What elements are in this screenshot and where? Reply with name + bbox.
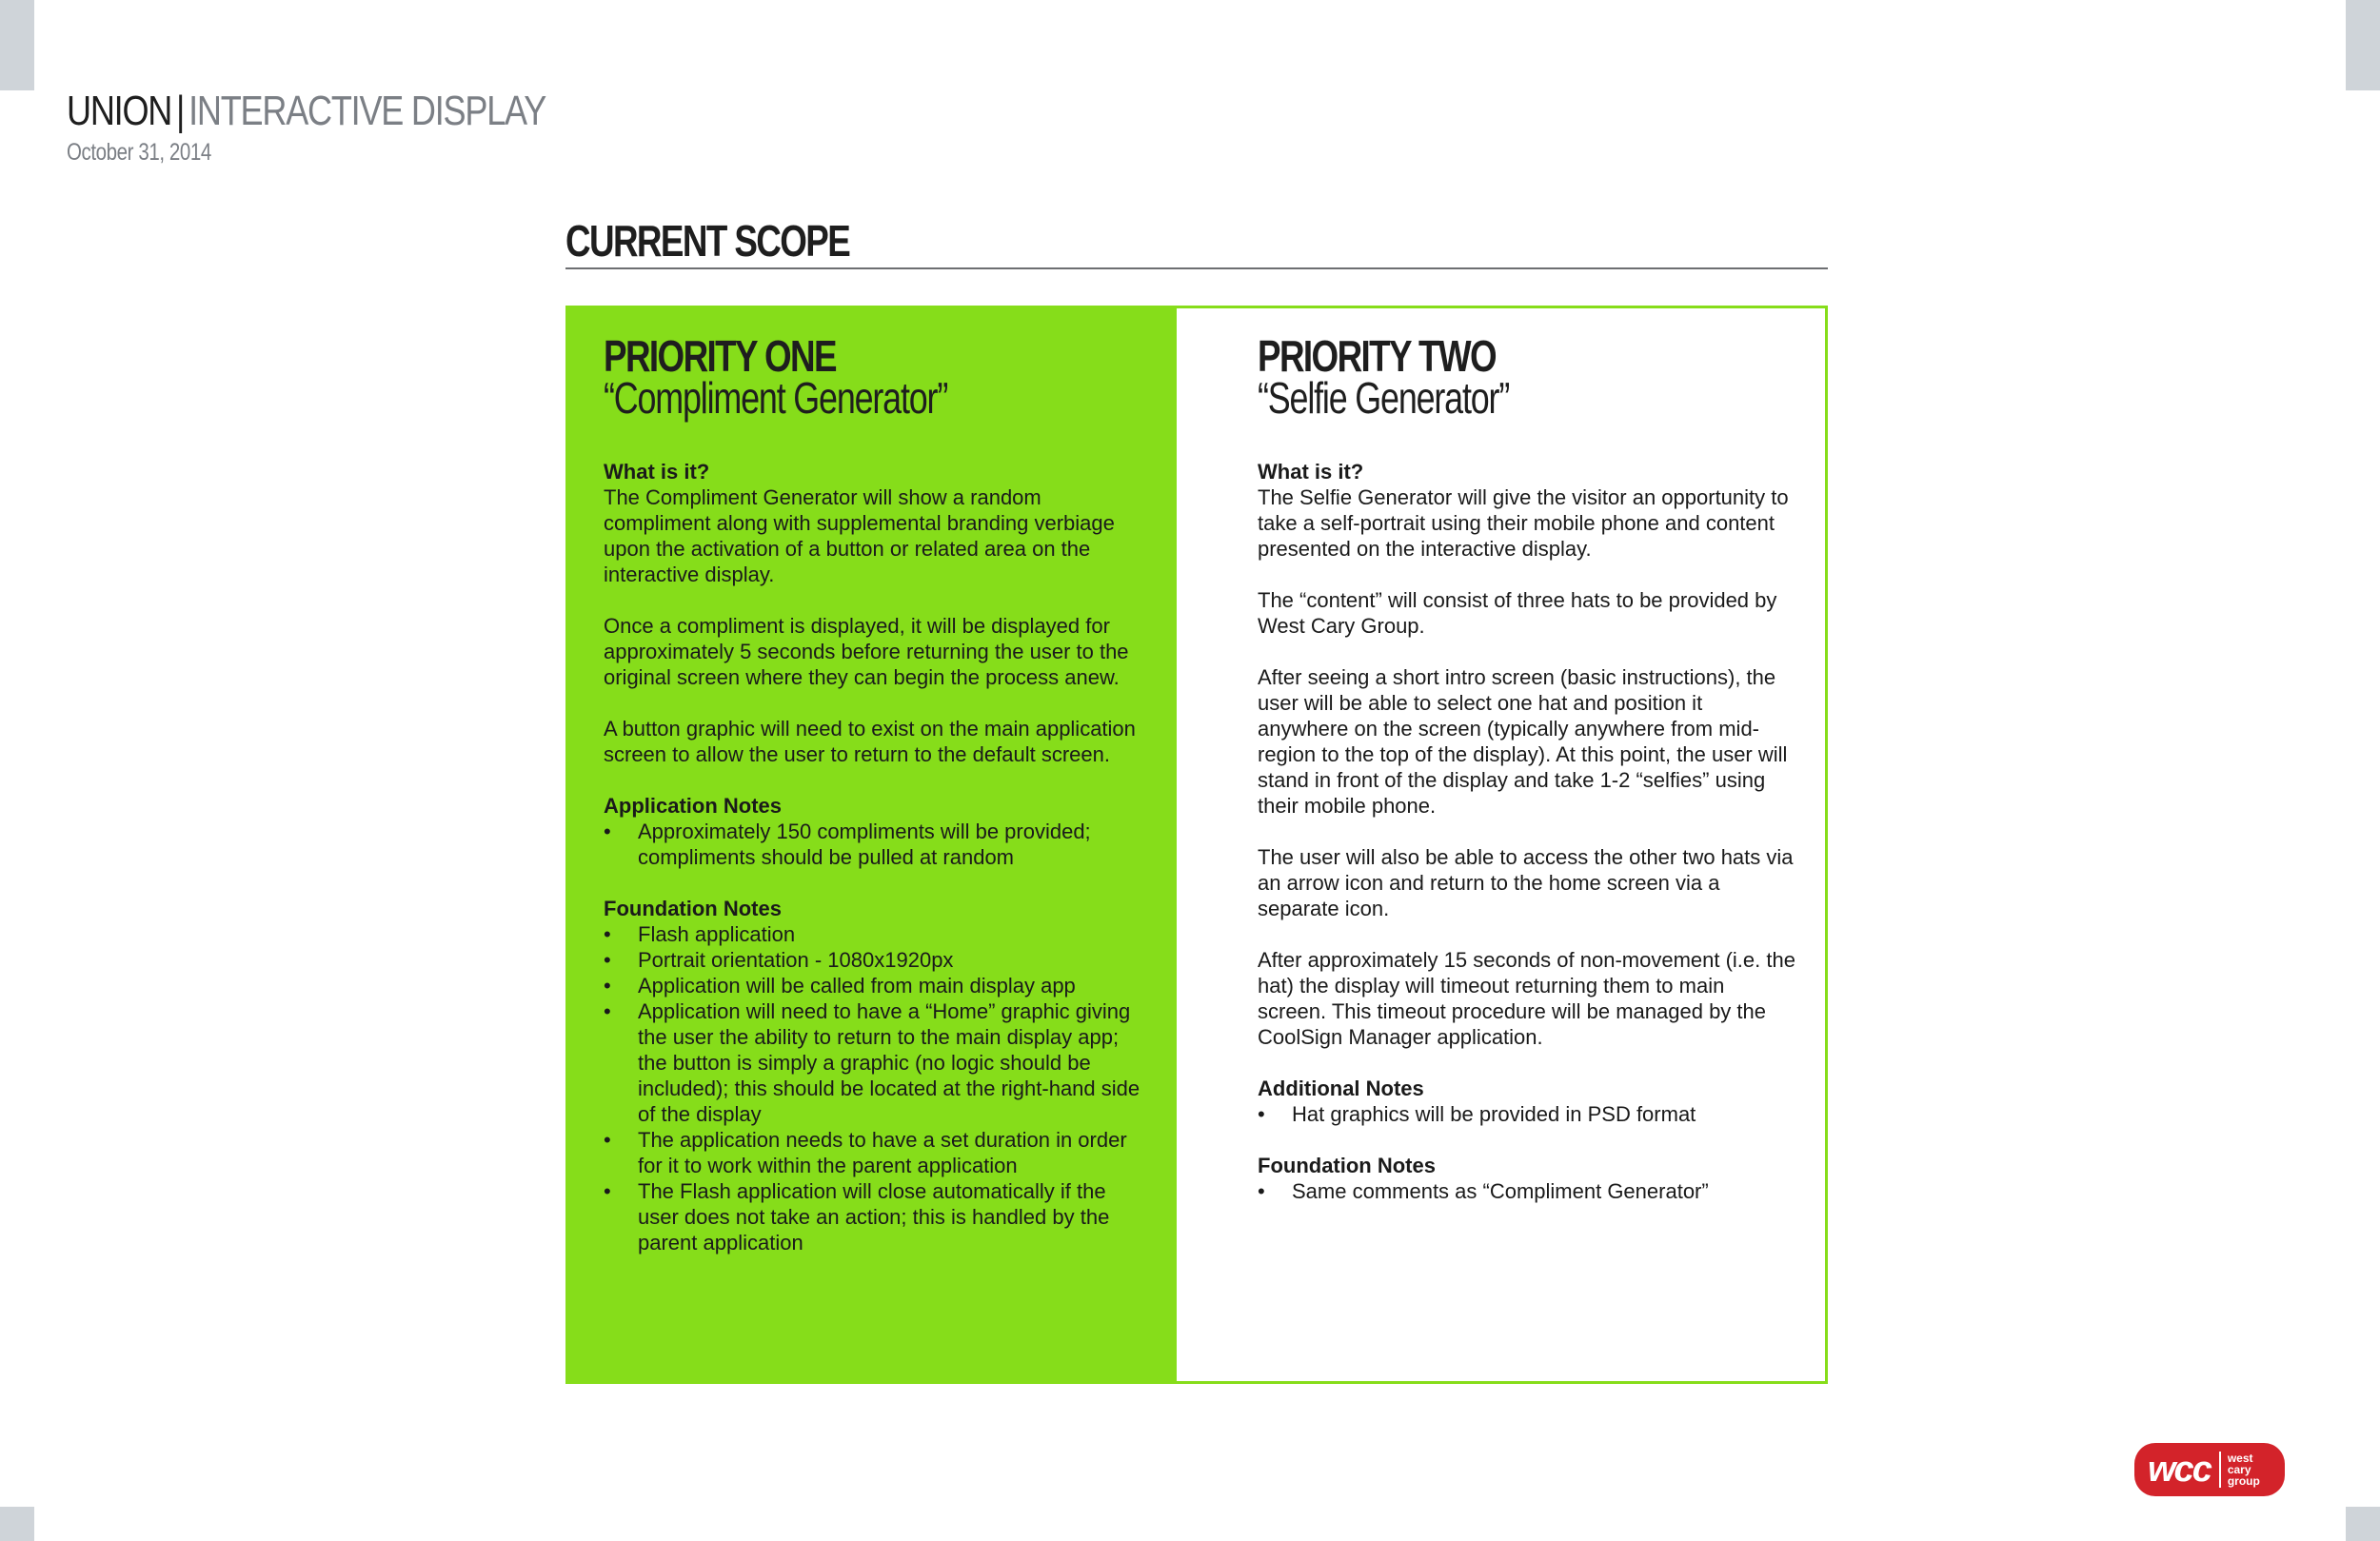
priority-two-panel xyxy=(1177,308,1825,1381)
list-item: • Approximately 150 compliments will be provided; compliments should be pulled at random xyxy=(604,819,1142,870)
list-item: • Hat graphics will be provided in PSD format xyxy=(1258,1101,1796,1127)
paragraph: After approximately 15 seconds of non-movement (i.e. the hat) the display will timeout returning them to main screen. This timeout procedure will be managed by the CoolSign Manager application. xyxy=(1258,948,1795,1049)
application-notes-heading: Application Notes xyxy=(604,794,783,818)
priority-one-panel xyxy=(568,308,1177,1381)
what-is-it-heading: What is it? xyxy=(604,460,710,484)
application-notes-list xyxy=(604,819,1142,870)
title-separator: | xyxy=(176,88,185,134)
logo-wordmark xyxy=(2221,1452,2260,1487)
list-item: • Application will be called from main display app xyxy=(604,973,1142,998)
paragraph: A button graphic will need to exist on the main application screen to allow the user to return to the default screen. xyxy=(604,717,1136,766)
section-title: CURRENT SCOPE xyxy=(565,216,850,266)
list-item: • Portrait orientation - 1080x1920px xyxy=(604,947,1142,973)
priority-two-title: PRIORITY TWO xyxy=(1258,331,1496,381)
logo-word: cary xyxy=(2227,1463,2251,1476)
paragraph: The user will also be able to access the other two hats via an arrow icon and return to the home screen via a separate icon. xyxy=(1258,845,1794,920)
what-is-it-heading: What is it? xyxy=(1258,460,1364,484)
list-item: • Application will need to have a “Home” graphic giving the user the ability to return to the main display app; the button is simply a graphic (no logic should be included); this should be located at the right-hand side of the display xyxy=(604,998,1142,1127)
logo-word: group xyxy=(2227,1474,2260,1488)
additional-notes-heading: Additional Notes xyxy=(1258,1077,1424,1100)
title-client: UNION xyxy=(67,88,172,134)
paragraph: The Compliment Generator will show a random compliment along with supplemental branding verbiage upon the activation of a button or related area on the interactive display. xyxy=(604,485,1115,586)
list-item: • The application needs to have a set duration in order for it to work within the parent application xyxy=(604,1127,1142,1178)
logo-mark: wcc xyxy=(2148,1452,2221,1488)
priority-one-title: PRIORITY ONE xyxy=(604,331,836,381)
foundation-notes-list xyxy=(1258,1178,1796,1204)
foundation-notes-heading: Foundation Notes xyxy=(1258,1154,1436,1177)
title-project: INTERACTIVE DISPLAY xyxy=(188,88,546,134)
logo-word: west xyxy=(2227,1452,2253,1465)
list-item: • The Flash application will close automatically if the user does not take an action; this is handled by the parent application xyxy=(604,1178,1142,1255)
scope-panels xyxy=(565,306,1828,1384)
priority-one-body xyxy=(604,459,1142,1255)
additional-notes-list xyxy=(1258,1101,1796,1127)
paragraph: After seeing a short intro screen (basic instructions), the user will be able to select one hat and position it anywhere on the screen (typically anywhere from mid-region to the top of the display). At this point, the user will stand in front of the display and take 1-2 “selfies” using their mobile phone. xyxy=(1258,665,1788,818)
corner-tab-bottom-left xyxy=(0,1507,34,1541)
section-divider xyxy=(565,267,1828,269)
foundation-notes-heading: Foundation Notes xyxy=(604,897,782,920)
document-title xyxy=(67,88,545,135)
document-date: October 31, 2014 xyxy=(67,139,211,166)
list-item: • Same comments as “Compliment Generator” xyxy=(1258,1178,1796,1204)
corner-tab-top-left xyxy=(0,0,34,90)
corner-tab-top-right xyxy=(2346,0,2380,90)
priority-one-subtitle: “Compliment Generator” xyxy=(604,373,948,423)
priority-two-body xyxy=(1258,459,1796,1204)
paragraph: Once a compliment is displayed, it will be displayed for approximately 5 seconds before returning the user to the original screen where they can begin the process anew. xyxy=(604,614,1129,689)
paragraph: The “content” will consist of three hats to be provided by West Cary Group. xyxy=(1258,588,1777,638)
corner-tab-bottom-right xyxy=(2346,1507,2380,1541)
paragraph: The Selfie Generator will give the visitor an opportunity to take a self-portrait using their mobile phone and content presented on the interactive display. xyxy=(1258,485,1789,561)
list-item: • Flash application xyxy=(604,921,1142,947)
priority-two-subtitle: “Selfie Generator” xyxy=(1258,373,1510,423)
foundation-notes-list xyxy=(604,921,1142,1255)
west-cary-group-logo xyxy=(2134,1443,2285,1496)
